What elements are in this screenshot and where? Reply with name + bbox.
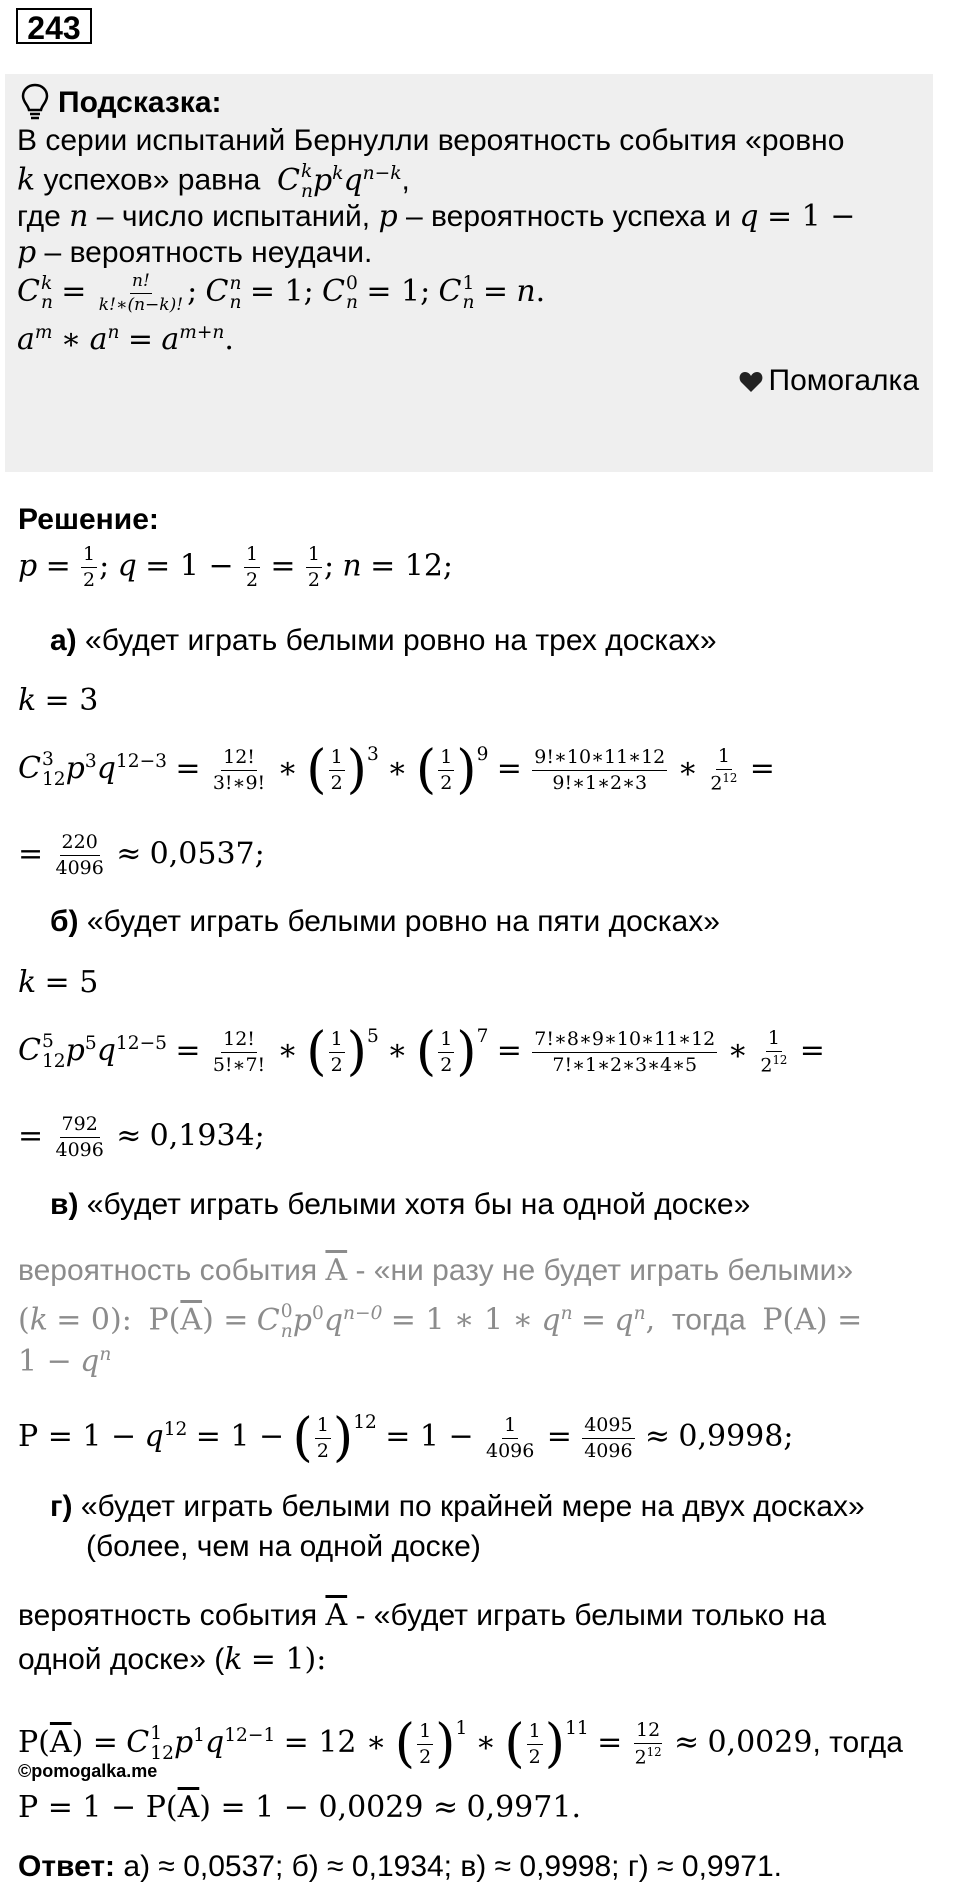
part-g-heading: г) «будет играть белыми по крайней мере на двух досках»: [50, 1490, 865, 1523]
part-a-k: k = 3: [18, 683, 99, 718]
problem-number: 243: [16, 8, 92, 44]
part-g-prob-2: одной доске» (k = 1):: [18, 1642, 327, 1677]
hint-title: Подсказка:: [58, 86, 222, 119]
part-g-prob-1: вероятность события $\overline{A}$ - «будет играть белыми только на: [18, 1598, 826, 1633]
part-v-heading: в) «будет играть белыми хотя бы на одной доске»: [50, 1188, 751, 1221]
part-a-result: = $\frac{220}{4096}$ ≈ 0,0537;: [18, 831, 265, 879]
hint-line-2: k успехов» равна C k n $p^kq^{n-k}$,: [17, 161, 410, 202]
hint-line-1: В серии испытаний Бернулли вероятность события «ровно: [17, 124, 845, 157]
hint-box: [5, 74, 933, 472]
solution-label: Решение:: [18, 503, 159, 536]
helper-credit: Помогалка: [739, 364, 920, 398]
part-v-note-3: $1 - q^n$: [18, 1344, 112, 1379]
part-a-heading: а) «будет играть белыми ровно на трех досках»: [50, 624, 717, 657]
part-g-formula: $P(\overline{A}) = C$ 1 12 $p^1q^{12-1} = 12$ ∗ ( $\frac{1}{2}$ ) $^1$ ∗ ( $\frac{1}{2}$ ) $^{11}$ = $\frac{12}{2^{12}}$ ≈ 0,0029, тогда: [18, 1714, 903, 1774]
part-b-k: k = 5: [18, 965, 99, 1000]
watermark: ©pomogalka.me: [18, 1761, 158, 1781]
part-g-subheading: (более, чем на одной доске): [86, 1530, 481, 1563]
lightbulb-icon: [20, 83, 50, 121]
part-a-formula: C 3 12 $p^3q^{12-3}$ = $\frac{12!}{3!∗9!}$ ∗ ( $\frac{1}{2}$ ) $^3$ ∗ ( $\frac{1}{2}$ ) $^9$ = $\frac{9!∗10∗11∗12}{9!∗1∗2∗3}$ ∗ $\frac{1}{2^{12}}$ =: [18, 740, 775, 800]
part-b-formula: C 5 12 $p^5q^{12-5}$ = $\frac{12!}{5!∗7!}$ ∗ ( $\frac{1}{2}$ ) $^5$ ∗ ( $\frac{1}{2}$ ) $^7$ = $\frac{7!∗8∗9∗10∗11∗12}{7!∗1∗2∗3∗4∗5}$ ∗ $\frac{1}{2^{12}}$ =: [18, 1022, 825, 1082]
hint-line-3: где n – число испытаний, p – вероятность успеха и q = 1 −: [17, 199, 856, 234]
hint-formula-power: $a^m$ ∗ $a^n = a^{m+n}$.: [17, 322, 234, 357]
answer-line: Ответ: а) ≈ 0,0537; б) ≈ 0,1934; в) ≈ 0,9998; г) ≈ 0,9971.: [18, 1850, 783, 1883]
part-v-formula: $P = 1 - q^{12} = 1$ − ( $\frac{1}{2}$ ) $^{12}$ = 1 − $\frac{1}{4096}$ = $\frac{4095}{4096}$ ≈ 0,9998;: [18, 1408, 794, 1468]
part-b-heading: б) «будет играть белыми ровно на пяти досках»: [50, 905, 720, 938]
part-v-note-1: вероятность события $\overline{A}$ - «ни разу не будет играть белыми»: [18, 1253, 854, 1288]
part-v-note-2: (k = 0): $P(\overline{A}) = C$ 0 n $p^0q^{n-0} = 1$ ∗ 1 ∗ $q^n = q^n$, тогда P(A) =: [18, 1301, 863, 1342]
given-values: p = $\frac{1}{2}$ ; q = 1 − $\frac{1}{2}$ = $\frac{1}{2}$ ; n = 12;: [18, 543, 454, 591]
hint-formula-comb: C k n = $\frac{n!}{k!∗(n-k)!}$ ; C n n = 1; C 0 n = 1; C 1 n = n.: [17, 271, 546, 315]
part-g-result: $P = 1 - P(\overline{A}) = 1 - 0,0029 \approx 0,9971$.: [18, 1790, 581, 1825]
heart-icon: [739, 371, 763, 393]
hint-line-4: p – вероятность неудачи.: [17, 235, 373, 270]
part-b-result: = $\frac{792}{4096}$ ≈ 0,1934;: [18, 1113, 265, 1161]
